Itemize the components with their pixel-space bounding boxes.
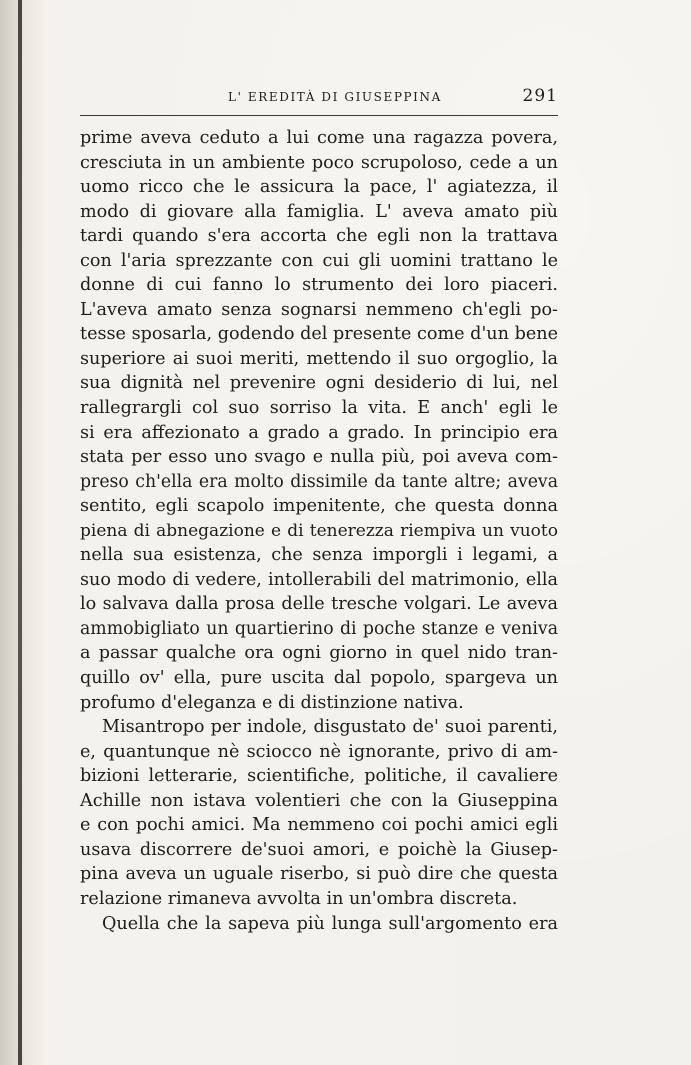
text-line: donne di cui fanno lo strumento dei loro piaceri. bbox=[80, 275, 558, 296]
text-line: tardi quando s'era accorta che egli non la trattava bbox=[80, 226, 558, 247]
text-line: si era affezionato a grado a grado. In principio era bbox=[80, 422, 558, 443]
text-line: modo di giovare alla famiglia. L' aveva amato più bbox=[80, 201, 558, 222]
text-line: superiore ai suoi meriti, mettendo il suo orgoglio, la bbox=[80, 348, 558, 369]
binding-shadow bbox=[0, 0, 18, 1065]
text-line: preso ch'ella era molto dissimile da tante altre; aveva bbox=[80, 471, 558, 492]
text-line: rallegrargli col suo sorriso la vita. E anch' egli le bbox=[80, 398, 558, 419]
text-line: L'aveva amato senza sognarsi nemmeno ch'egli po- bbox=[80, 299, 558, 320]
text-line: sentito, egli scapolo impenitente, che questa donna bbox=[80, 496, 558, 517]
text-line: pina aveva un uguale riserbo, si può dire che questa bbox=[80, 864, 558, 885]
text-line: bizioni letterarie, scientifiche, politiche, il cavaliere bbox=[80, 766, 558, 787]
text-line: stata per esso uno svago e nulla più, poi aveva com- bbox=[80, 447, 558, 468]
text-line: sua dignità nel prevenire ogni desiderio di lui, nel bbox=[80, 373, 558, 394]
running-title: L' EREDITÀ DI GIUSEPPINA bbox=[228, 90, 442, 104]
binding-edge bbox=[18, 0, 22, 1065]
text-line: prime aveva ceduto a lui come una ragazza povera, bbox=[80, 128, 558, 148]
text-line: usava discorrere de'suoi amori, e poichè la Giusep- bbox=[80, 839, 558, 860]
header-rule bbox=[80, 115, 558, 116]
text-line: uomo ricco che le assicura la pace, l' agiatezza, il bbox=[80, 177, 558, 198]
text-line: quillo ov' ella, pure uscita dal popolo, spargeva un bbox=[80, 668, 558, 689]
text-line-paragraph-end: relazione rimaneva avvolta in un'ombra discreta. bbox=[80, 888, 518, 909]
text-line: e, quantunque nè sciocco nè ignorante, privo di am- bbox=[80, 741, 558, 762]
text-line-paragraph-end: profumo d'eleganza e di distinzione nativa. bbox=[80, 692, 464, 713]
text-line: con l'aria sprezzante con cui gli uomini trattano le bbox=[80, 250, 558, 271]
text-line: nella sua esistenza, che senza imporgli i legami, a bbox=[80, 545, 558, 566]
running-header bbox=[80, 86, 558, 108]
text-line: cresciuta in un ambiente poco scrupoloso, cede a un bbox=[80, 152, 558, 173]
text-line: tesse sposarla, godendo del presente come d'un bene bbox=[80, 324, 558, 345]
text-line-paragraph-start: Misantropo per indole, disgustato de' suoi parenti, bbox=[102, 717, 558, 738]
text-line: Achille non istava volentieri che con la Giuseppina bbox=[80, 790, 558, 811]
text-line: lo salvava dalla prosa delle tresche volgari. Le aveva bbox=[80, 594, 558, 615]
text-line: piena di abnegazione e di tenerezza riempiva un vuoto bbox=[80, 520, 558, 541]
page-number: 291 bbox=[522, 86, 558, 106]
text-line-paragraph-start: Quella che la sapeva più lunga sull'argomento era bbox=[102, 913, 558, 934]
text-line: e con pochi amici. Ma nemmeno coi pochi amici egli bbox=[80, 815, 558, 836]
text-line: suo modo di vedere, intollerabili del matrimonio, ella bbox=[80, 569, 558, 590]
text-line: a passar qualche ora ogni giorno in quel nido tran- bbox=[80, 643, 558, 664]
text-line: ammobigliato un quartierino di poche stanze e veniva bbox=[80, 618, 558, 639]
body-text bbox=[80, 126, 558, 936]
